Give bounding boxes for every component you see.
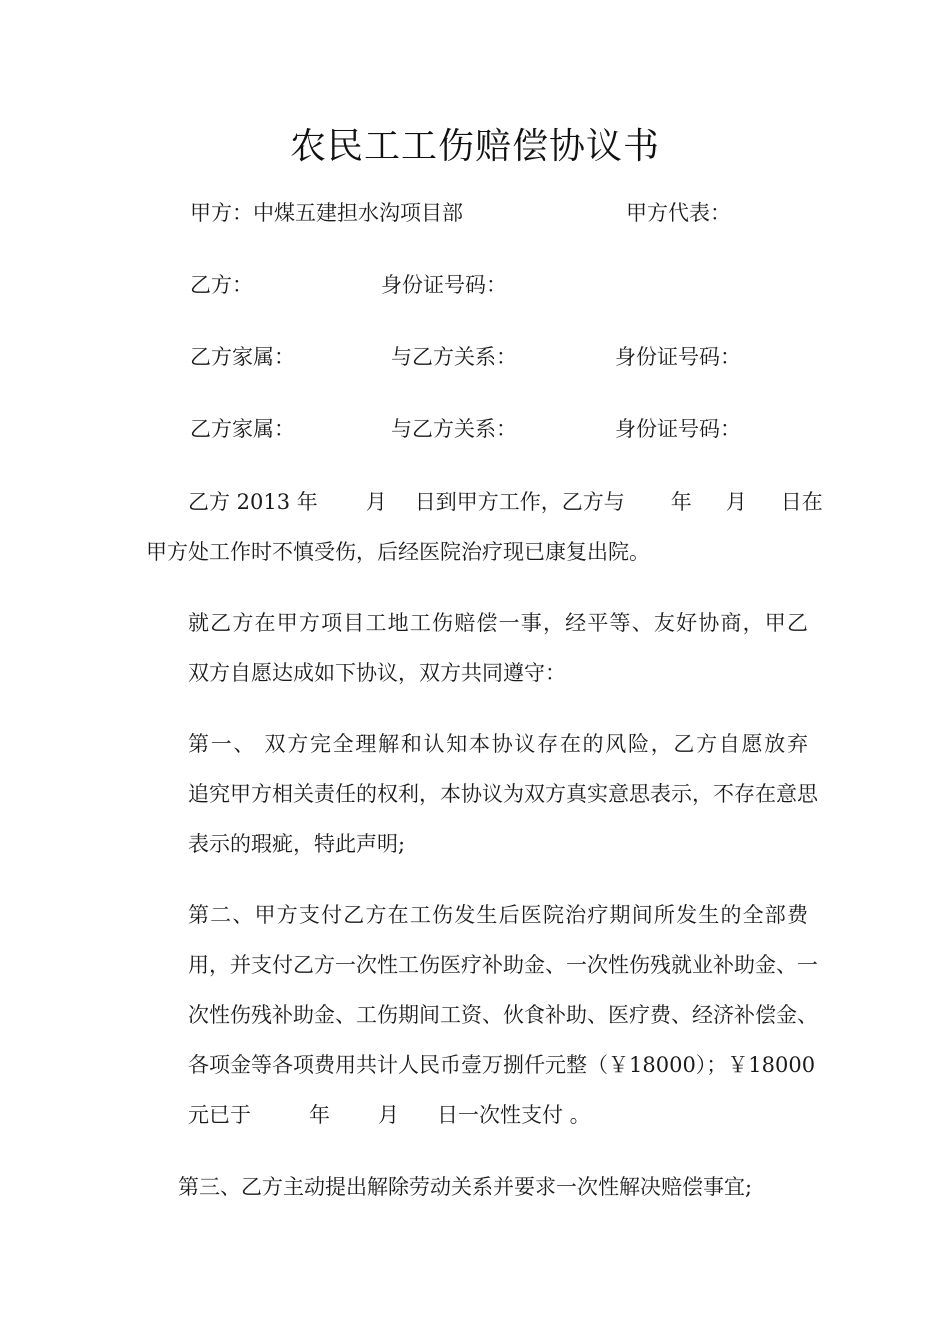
- paragraph-line: 用，并支付乙方一次性工伤医疗补助金、一次性伤残就业补助金、一: [188, 953, 818, 977]
- paragraph-line: 甲方处工作时不慎受伤，后经医院治疗现已康复出院。: [146, 540, 650, 564]
- paragraph-line: 各项金等各项费用共计人民币壹万捌仟元整（￥18000）；￥18000: [188, 1053, 816, 1077]
- paragraph-line: 乙方 2013 年 月 日到甲方工作，乙方与 年 月 日在: [188, 490, 823, 514]
- family-2-label: 乙方家属：: [190, 417, 295, 441]
- paragraph-line: 第二、甲方支付乙方在工伤发生后医院治疗期间所发生的全部费: [188, 903, 808, 927]
- paragraph-employment: [146, 477, 823, 577]
- paragraph-negotiation: [146, 598, 808, 698]
- party-b-id-label: 身份证号码：: [381, 273, 507, 297]
- family-2-id-label: 身份证号码：: [615, 417, 741, 441]
- party-b-label: 乙方：: [190, 273, 253, 297]
- paragraph-line: 第一、 双方完全理解和认知本协议存在的风险，乙方自愿放弃: [188, 732, 808, 756]
- paragraph-line: 就乙方在甲方项目工地工伤赔偿一事，经平等、友好协商，甲乙: [188, 611, 808, 635]
- paragraph-line: 双方自愿达成如下协议，双方共同遵守：: [188, 661, 566, 685]
- clause-one: [146, 719, 818, 869]
- family-1-relation-label: 与乙方关系：: [391, 345, 517, 369]
- party-a-row: [0, 198, 950, 228]
- paragraph-line: 元已于 年 月 日一次性支付 。: [188, 1103, 591, 1127]
- paragraph-line: 表示的瑕疵，特此声明;: [188, 832, 406, 856]
- document-title: 农民工工伤赔偿协议书: [289, 126, 660, 167]
- family-1-label: 乙方家属：: [190, 345, 295, 369]
- family-2-relation-label: 与乙方关系：: [391, 417, 517, 441]
- paragraph-line: 第三、乙方主动提出解除劳动关系并要求一次性解决赔偿事宜;: [178, 1175, 753, 1199]
- paragraph-line: 追究甲方相关责任的权利，本协议为双方真实意思表示，不存在意思: [188, 782, 818, 806]
- party-b-row: [0, 270, 950, 300]
- party-a-rep-label: 甲方代表：: [626, 201, 731, 225]
- clause-two: [146, 890, 818, 1140]
- party-a-label: 甲方：中煤五建担水沟项目部: [190, 201, 463, 225]
- family-1-id-label: 身份证号码：: [615, 345, 741, 369]
- clause-three: [146, 1162, 808, 1212]
- paragraph-line: 次性伤残补助金、工伤期间工资、伙食补助、医疗费、经济补偿金、: [188, 1003, 818, 1027]
- family-row-2: [0, 414, 950, 444]
- family-row-1: [0, 342, 950, 372]
